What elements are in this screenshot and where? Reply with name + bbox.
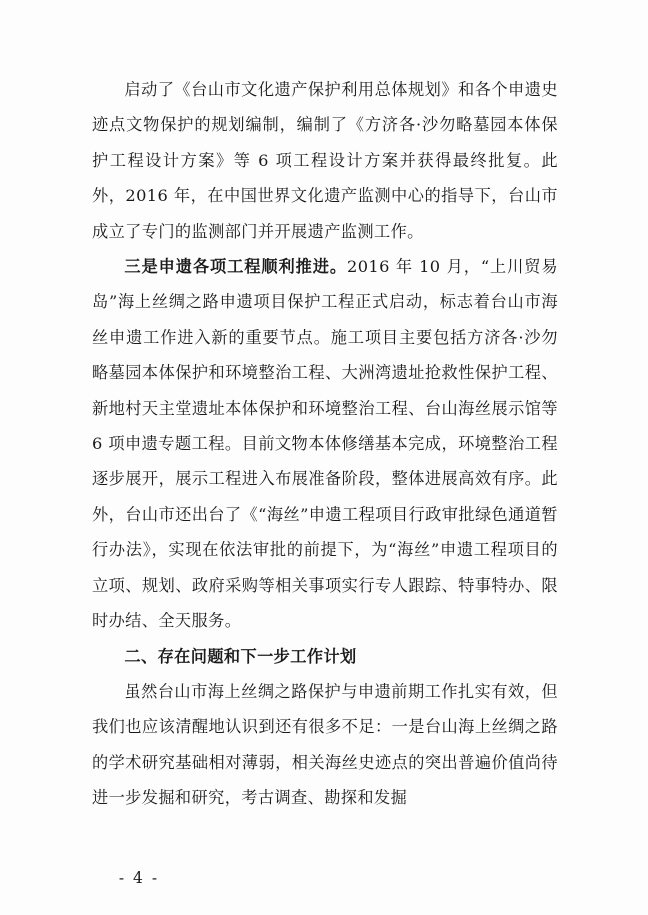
page-content (92, 72, 558, 816)
paragraph-2 (92, 249, 558, 638)
paragraph-2-body: 2016 年 10 月，“上川贸易岛”海上丝绸之路申遗项目保护工程正式启动，标志着台山市海丝申遗工作进入新的重要节点。施工项目主要包括方济各·沙勿略墓园本体保护和环境整治工程、大洲湾遗址抢救性保护工程、新地村天主堂遗址本体保护和环境整治工程、台山海丝展示馆等 6 项申遗专题工程。目前文物本体修缮基本完成，环境整治工程逐步展开，展示工程进入布展准备阶段，整体进展高效有序。此外，台山市还出台了《“海丝”申遗工程项目行政审批绿色通道暂行办法》，实现在依法审批的前提下，为“海丝”申遗工程项目的立项、规划、政府采购等相关事项实行专人跟踪、特事特办、限时办结、全天服务。 (92, 257, 559, 631)
page-footer (0, 868, 648, 887)
paragraph-1: 启动了《台山市文化遗产保护利用总体规划》和各个申遗史迹点文物保护的规划编制，编制了《方济各·沙勿略墓园本体保护工程设计方案》等 6 项工程设计方案并获得最终批复。此外，2016 年，在中国世界文化遗产监测中心的指导下，台山市成立了专门的监测部门并开展遗产监测工作。 (92, 80, 558, 241)
paragraph-3: 虽然台山市海上丝绸之路保护与申遗前期工作扎实有效，但我们也应该清醒地认识到还有很多不足：一是台山海上丝绸之路的学术研究基础相对薄弱，相关海丝史迹点的突出普遍价值尚待进一步发掘和研究，考古调查、勘探和发掘 (92, 681, 558, 808)
section-heading: 二、存在问题和下一步工作计划 (124, 646, 357, 666)
paragraph-2-lead: 三是申遗各项工程顺利推进。 (124, 257, 348, 277)
page-number: - 4 - (118, 869, 160, 887)
